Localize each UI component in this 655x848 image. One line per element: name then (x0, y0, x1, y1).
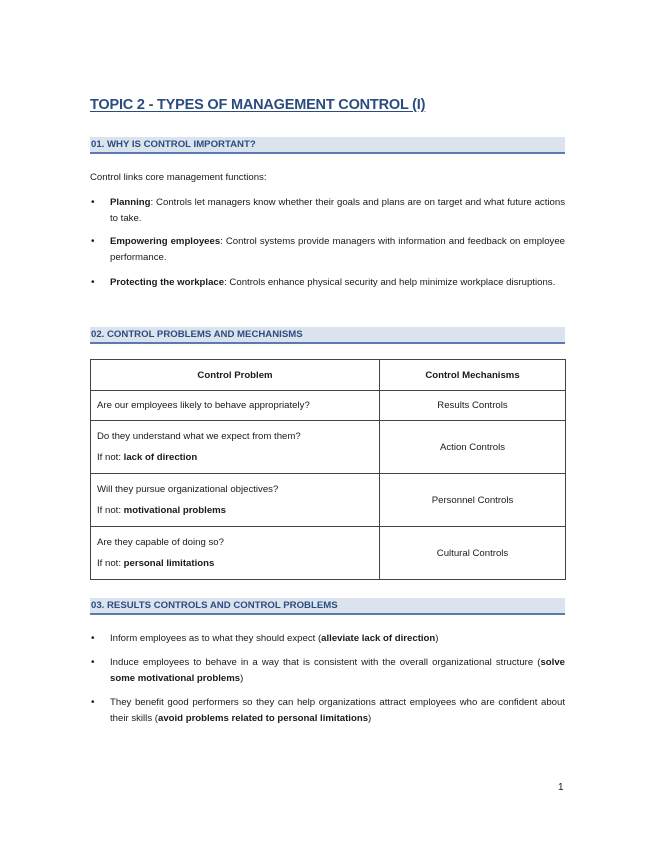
bullet-induce (90, 655, 565, 687)
problem-cell (91, 421, 380, 474)
page-number: 1 (558, 782, 564, 793)
section-header-why-control (90, 137, 565, 154)
section-heading: 02. CONTROL PROBLEMS AND MECHANISMS (91, 329, 303, 340)
page-title: TOPIC 2 - TYPES OF MANAGEMENT CONTROL (I) (90, 97, 426, 113)
mechanism-cell: Personnel Controls (380, 474, 566, 527)
bullet-text: They benefit good performers so they can help organizations attract employees who are confident about their skills ( (110, 697, 565, 724)
bullet-text: : Controls let managers know whether their goals and plans are on target and what future actions to take. (110, 197, 565, 224)
problem-question: Are they capable of doing so? (97, 536, 224, 548)
section-header-results-controls (90, 598, 565, 615)
bullet-empowering (90, 234, 565, 266)
problem-cell (91, 391, 380, 421)
problem-cell (91, 527, 380, 580)
bullet-icon: • (91, 277, 95, 288)
control-table (90, 359, 566, 580)
problem-question: Are our employees likely to behave appropriately? (97, 399, 310, 411)
ifnot-prefix: If not: (97, 451, 124, 463)
problem-consequence: lack of direction (123, 451, 198, 463)
section-heading: 01. WHY IS CONTROL IMPORTANT? (91, 139, 256, 150)
bullet-term: Protecting the workplace (110, 277, 225, 288)
mechanism-cell: Action Controls (380, 421, 566, 474)
bullet-icon: • (91, 657, 95, 668)
bullet-term: Planning (110, 197, 151, 208)
problem-consequence: motivational problems (123, 504, 227, 516)
header-control-mechanisms: Control Mechanisms (380, 360, 566, 391)
bullet-inform (90, 631, 565, 647)
bullet-text: : Controls enhance physical security and help minimize workplace disruptions. (224, 277, 556, 288)
mechanism-cell: Cultural Controls (380, 527, 566, 580)
ifnot-prefix: If not: (97, 557, 124, 569)
problem-consequence: personal limitations (123, 557, 215, 569)
problem-question: Will they pursue organizational objectives? (97, 483, 279, 495)
bullet-emphasis: solve some motivational problems (110, 657, 565, 684)
bullet-icon: • (91, 197, 95, 208)
bullet-icon: • (91, 633, 95, 644)
table-row (91, 421, 566, 474)
bullet-text-end: ) (368, 713, 372, 724)
bullet-benefit (90, 695, 565, 727)
mechanism-cell: Results Controls (380, 391, 566, 421)
intro-text: Control links core management functions: (90, 172, 267, 183)
table-row (91, 391, 566, 421)
section-heading: 03. RESULTS CONTROLS AND CONTROL PROBLEMS (91, 600, 338, 611)
problem-question: Do they understand what we expect from them? (97, 430, 301, 442)
header-control-problem: Control Problem (91, 360, 380, 391)
ifnot-prefix: If not: (97, 504, 124, 516)
bullet-icon: • (91, 697, 95, 708)
bullet-planning (90, 195, 565, 227)
bullet-text-end: ) (240, 673, 244, 684)
section-header-control-problems (90, 327, 565, 344)
bullet-icon: • (91, 236, 95, 247)
bullet-text: : Control systems provide managers with information and feedback on employee performance. (110, 236, 565, 263)
bullet-text-end: ) (435, 633, 439, 644)
table-header-row (91, 360, 566, 391)
bullet-text: Induce employees to behave in a way that is consistent with the overall organizational structure ( (110, 657, 541, 668)
bullet-emphasis: avoid problems related to personal limitations (157, 713, 369, 724)
bullet-emphasis: alleviate lack of direction (321, 633, 436, 644)
table-row (91, 527, 566, 580)
bullet-term: Empowering employees (110, 236, 221, 247)
problem-cell (91, 474, 380, 527)
bullet-text: Inform employees as to what they should expect ( (110, 633, 322, 644)
bullet-protecting (90, 275, 565, 307)
table-row (91, 474, 566, 527)
